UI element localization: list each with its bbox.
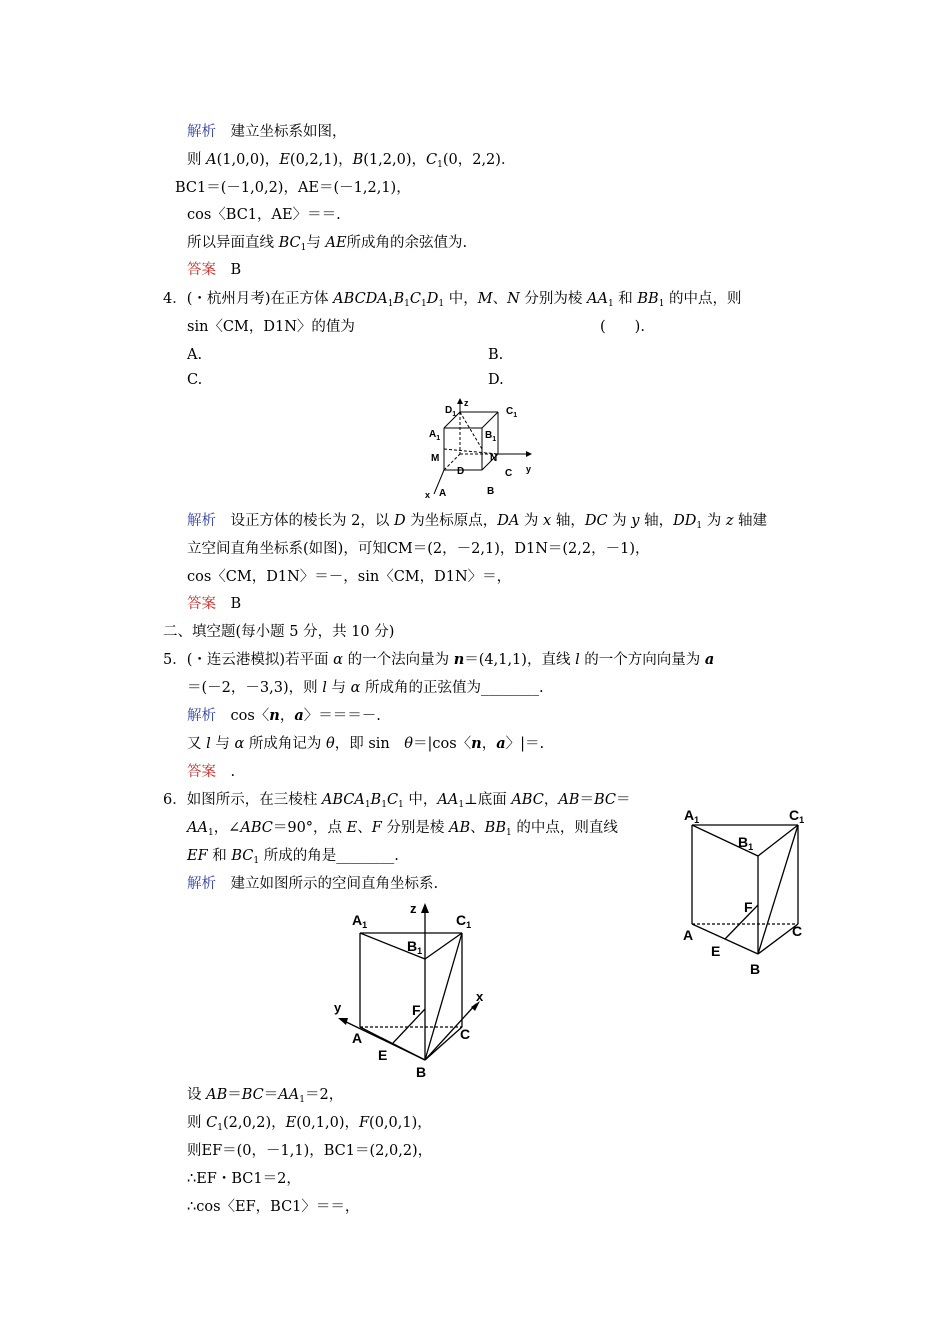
fig-label-z: z (464, 398, 469, 408)
section-2-heading: 二、填空题(每小题 5 分，共 10 分) (163, 624, 395, 640)
fig2-label-b: B (750, 961, 761, 977)
q6-answer-blank: ________ (336, 848, 395, 864)
fig2-label-b1: $B_1$ (738, 834, 754, 852)
q6-solution-line-5: ∴EF・BC1＝2， (187, 1171, 301, 1187)
q4-option-b: B. (488, 347, 504, 363)
fig2-label-a1: $A_1$ (684, 807, 700, 825)
q6-stem-line-1: 6．如图所示，在三棱柱 $ABCA_1B_1C_1$ 中，$AA_1\perp$底面 ABC，AB＝BC＝ (163, 792, 631, 810)
q6-solution-line-4: 则EF＝(0，－1,1)，BC1＝(2,0,2)， (187, 1143, 433, 1159)
fig3-label-y: y (334, 1000, 342, 1015)
answer-label: 答案 (187, 262, 216, 278)
fig2-label-e: E (711, 943, 721, 959)
fig-label-c1: $C_1$ (506, 406, 518, 419)
analysis-label: 解析 (187, 124, 216, 140)
q5-stem-line-1: 5．(・连云港模拟)若平面 α 的一个法向量为 n＝(4,1,1)，直线 l 的一个方向向量为 a (163, 651, 715, 668)
q4-solution-line-3: cos〈CM，D1N〉＝－，sin〈CM，D1N〉＝， (187, 569, 512, 585)
q3-solution-line-1: 解析 建立坐标系如图， (187, 124, 347, 140)
q4-answer-paren: ( ). (600, 319, 645, 335)
fig3-label-c1: $C_1$ (456, 912, 472, 930)
q4-solution-line-1: 解析 设正方体的棱长为 2，以 D 为坐标原点，DA 为 x 轴，DC 为 y 轴，$DD_1$ 为 z 轴建 (187, 513, 768, 531)
fig-label-b: B (487, 486, 495, 497)
fig2-label-c: C (792, 923, 803, 939)
q6-stem-line-2: $AA_1$，∠ABC＝90°，点 E、F 分别是棱 AB、$BB_1$ 的中点，则直线 (187, 820, 618, 838)
q6-solution-line-2: 设 $AB=BC=AA_1=2$， (187, 1087, 344, 1105)
q5-solution-line-1: 解析 cos〈n，a〉＝＝＝－. (187, 707, 381, 724)
fig-label-x: x (425, 490, 431, 500)
fig-label-y: y (526, 464, 532, 474)
q5-answer-blank: ________ (480, 680, 539, 696)
q4-option-d: D. (488, 372, 504, 388)
fig3-label-e: E (378, 1047, 388, 1063)
q4-stem-line-1: 4．(・杭州月考)在正方体 $ABCDA_1B_1C_1D_1$ 中，M、N 分别为棱 $AA_1$ 和 $BB_1$ 的中点，则 (163, 291, 742, 309)
q3-solution-line-3: BC1＝(－1,0,2)，AE＝(－1,2,1)， (175, 180, 411, 196)
q6-solution-line-1: 解析 建立如图所示的空间直角坐标系. (187, 876, 439, 892)
q6-solution-figure (330, 897, 495, 1082)
fig2-label-c1: $C_1$ (789, 807, 805, 825)
q3-solution-line-5: 所以异面直线 $BC_1$与 AE所成角的余弦值为. (187, 235, 468, 253)
fig3-label-a: A (352, 1030, 363, 1046)
fig-label-d: D (457, 466, 465, 477)
q3-solution-line-2: 则 A(1,0,0)，E(0,2,1)，B(1,2,0)，$C_1(0$，2,2)． (187, 152, 516, 170)
q4-answer: 答案 B (187, 596, 242, 612)
fig-label-c: C (505, 468, 513, 479)
fig-label-b1: $B_1$ (485, 430, 497, 443)
q5-solution-line-2: 又 l 与 α 所成角记为 θ，即 sin θ＝|cos〈n，a〉|＝. (187, 735, 545, 752)
fig-label-a1: $A_1$ (429, 429, 441, 442)
q4-option-c: C. (187, 372, 203, 388)
fig-label-a: A (439, 488, 447, 499)
q4-option-a: A. (187, 347, 203, 363)
q6-stem-line-3: EF 和 $BC_1$ 所成的角是________. (187, 848, 399, 866)
fig-label-n: N (490, 453, 498, 464)
fig3-label-z: z (410, 901, 417, 916)
fig2-label-f: F (744, 899, 753, 915)
fig3-label-f: F (412, 1002, 421, 1018)
q4-cube-figure (420, 398, 540, 504)
q4-solution-line-2: 立空间直角坐标系(如图)，可知CM＝(2，－2,1)，D1N＝(2,2，－1)， (187, 541, 650, 557)
fig3-label-b1: $B_1$ (407, 938, 423, 956)
q5-stem-line-2: ＝(－2，－3,3)，则 l 与 α 所成角的正弦值为________. (187, 680, 544, 696)
fig-label-d1: $D_1$ (445, 405, 457, 418)
q6-solution-line-3: 则 $C_1(2,0,2)$，E(0,1,0)，F(0,0,1)， (187, 1115, 432, 1133)
q3-answer: 答案 B (187, 262, 242, 278)
fig2-label-a: A (683, 927, 694, 943)
fig3-label-x: x (476, 989, 484, 1004)
q5-answer: 答案 . (187, 764, 236, 780)
q4-stem-line-2: sin〈CM，D1N〉的值为 (187, 319, 355, 335)
fig3-label-b: B (416, 1064, 427, 1080)
q3-solution-line-4: cos〈BC1，AE〉＝＝. (187, 207, 341, 223)
fig3-label-c: C (460, 1026, 471, 1042)
q6-solution-line-6: ∴cos〈EF，BC1〉＝＝， (187, 1199, 360, 1215)
q6-prism-figure (680, 800, 810, 980)
fig-label-m: M (431, 453, 440, 464)
fig3-label-a1: $A_1$ (352, 912, 368, 930)
